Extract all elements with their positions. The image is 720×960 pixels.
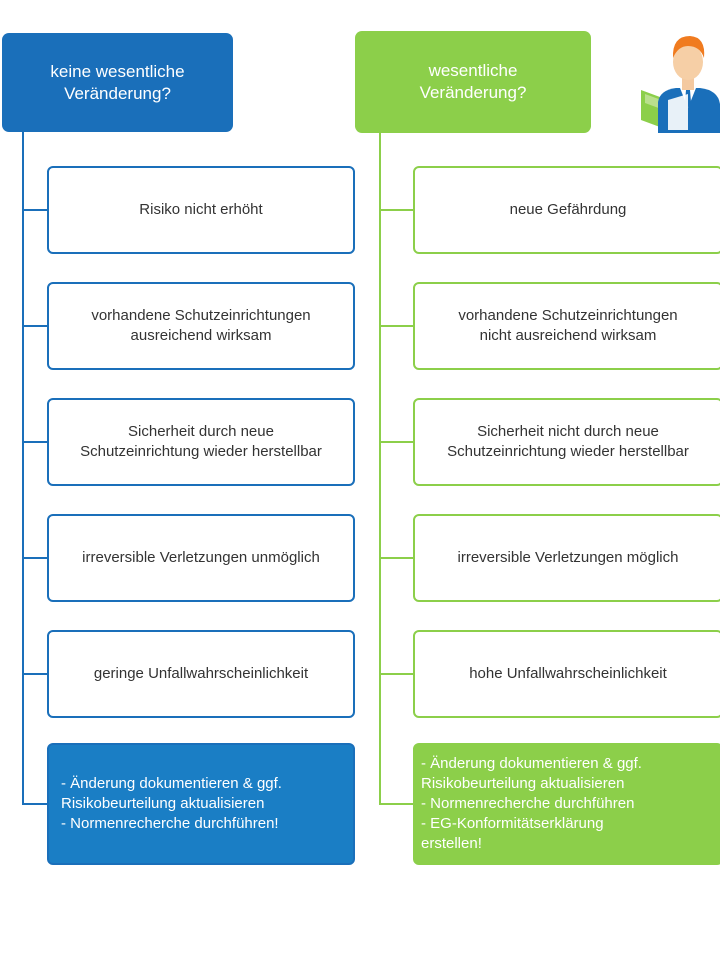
- connector: [379, 325, 414, 327]
- connector: [22, 441, 47, 443]
- connector: [379, 673, 414, 675]
- connector: [379, 209, 414, 211]
- connector: [22, 325, 47, 327]
- left-criterion-box: Risiko nicht erhöht: [47, 166, 355, 254]
- left-action-box: - Änderung dokumentieren & ggf. Risikobeurteilung aktualisieren - Normenrecherche durchführen!: [47, 743, 355, 865]
- header-significant-change: wesentliche Veränderung?: [355, 31, 591, 133]
- right-criterion-box: neue Gefährdung: [413, 166, 720, 254]
- right-connector-line: [379, 133, 381, 804]
- left-criterion-box: geringe Unfallwahrscheinlichkeit: [47, 630, 355, 718]
- left-criterion-box: irreversible Verletzungen unmöglich: [47, 514, 355, 602]
- right-criterion-box: irreversible Verletzungen möglich: [413, 514, 720, 602]
- connector: [22, 209, 47, 211]
- connector: [379, 441, 414, 443]
- connector: [379, 803, 414, 805]
- left-criterion-box: vorhandene Schutzeinrichtungen ausreichend wirksam: [47, 282, 355, 370]
- left-criterion-box: Sicherheit durch neue Schutzeinrichtung wieder herstellbar: [47, 398, 355, 486]
- right-criterion-box: hohe Unfallwahrscheinlichkeit: [413, 630, 720, 718]
- connector: [379, 557, 414, 559]
- connector: [22, 673, 47, 675]
- connector: [22, 557, 47, 559]
- business-person-icon: [638, 30, 720, 134]
- right-action-box: - Änderung dokumentieren & ggf. Risikobeurteilung aktualisieren - Normenrecherche durchführen - EG-Konformitätserklärung erstellen!: [413, 743, 720, 865]
- right-criterion-box: vorhandene Schutzeinrichtungen nicht ausreichend wirksam: [413, 282, 720, 370]
- connector: [22, 803, 47, 805]
- left-connector-line: [22, 132, 24, 804]
- header-no-significant-change: keine wesentliche Veränderung?: [2, 33, 233, 132]
- right-criterion-box: Sicherheit nicht durch neue Schutzeinrichtung wieder herstellbar: [413, 398, 720, 486]
